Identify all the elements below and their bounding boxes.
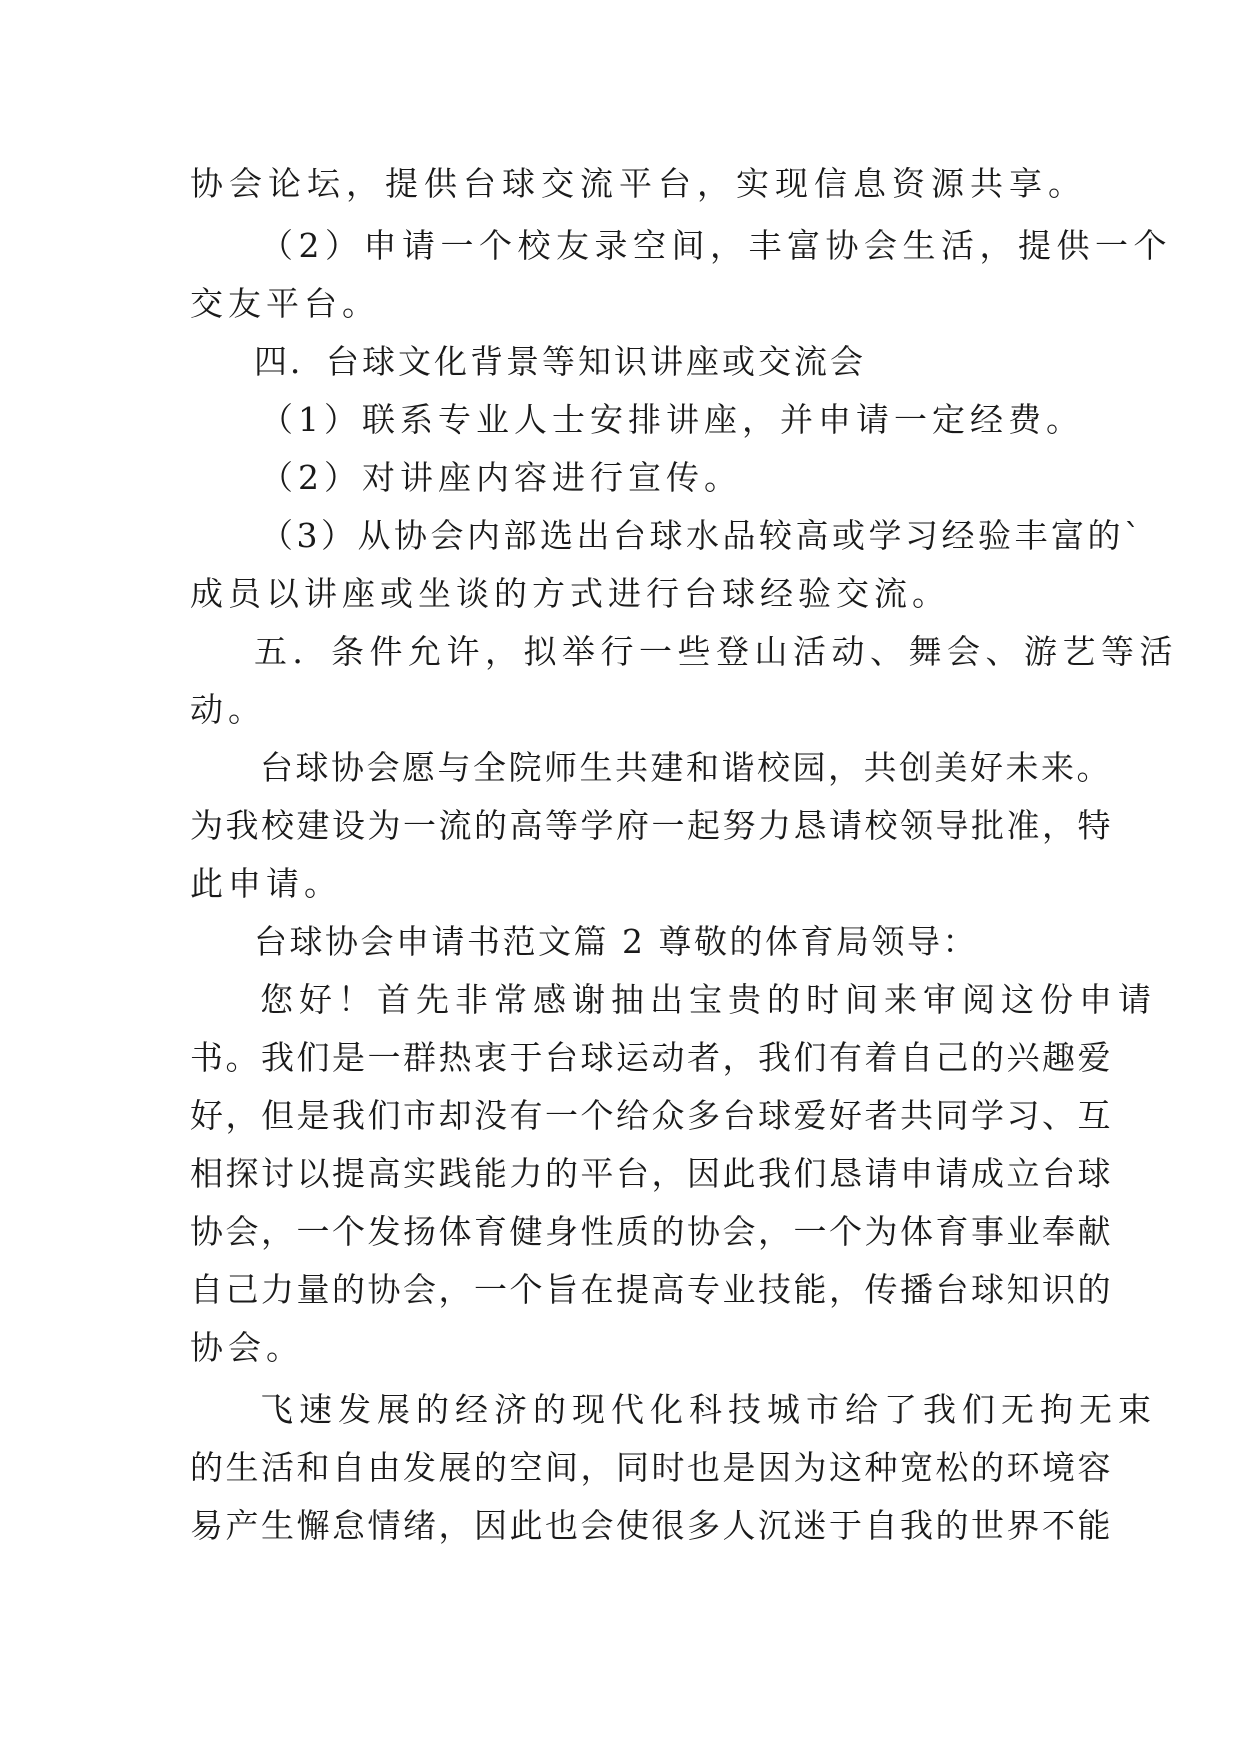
text-line: 好，但是我们市却没有一个给众多台球爱好者共同学习、互 — [190, 1096, 1113, 1135]
text-line: 协会，一个发扬体育健身性质的协会，一个为体育事业奉献 — [190, 1212, 1113, 1251]
text-line: （3）从协会内部选出台球水品较高或学习经验丰富的` — [260, 516, 1144, 555]
text-line: 的生活和自由发展的空间，同时也是因为这种宽松的环境容 — [190, 1448, 1113, 1487]
text-line: 书。我们是一群热衷于台球运动者，我们有着自己的兴趣爱 — [190, 1038, 1113, 1077]
text-line: （1）联系专业人士安排讲座，并申请一定经费。 — [260, 400, 1084, 439]
text-line: （2）对讲座内容进行宣传。 — [260, 458, 742, 497]
text-line: 五．条件允许，拟举行一些登山活动、舞会、游艺等活 — [254, 632, 1178, 671]
text-line: 台球协会愿与全院师生共建和谐校园，共创美好未来。 — [260, 748, 1112, 787]
text-line: 相探讨以提高实践能力的平台，因此我们恳请申请成立台球 — [190, 1154, 1113, 1193]
text-line: 此申请。 — [190, 864, 342, 903]
text-line: 台球协会申请书范文篇 2 尊敬的体育局领导： — [254, 922, 978, 961]
text-line: 为我校建设为一流的高等学府一起努力恳请校领导批准，特 — [190, 806, 1113, 845]
text-line: 易产生懈怠情绪，因此也会使很多人沉迷于自我的世界不能 — [190, 1506, 1113, 1545]
text-line: 动。 — [190, 690, 266, 729]
text-line: 交友平台。 — [190, 284, 380, 323]
text-line: （2）申请一个校友录空间，丰富协会生活，提供一个 — [260, 226, 1172, 265]
text-line: 飞速发展的经济的现代化科技城市给了我们无拘无束 — [260, 1390, 1157, 1429]
text-line: 您好！首先非常感谢抽出宝贵的时间来审阅这份申请 — [260, 980, 1157, 1019]
text-line: 协会论坛，提供台球交流平台，实现信息资源共享。 — [190, 164, 1087, 203]
text-line: 协会。 — [190, 1328, 304, 1367]
text-line: 自己力量的协会，一个旨在提高专业技能，传播台球知识的 — [190, 1270, 1113, 1309]
text-line: 成员以讲座或坐谈的方式进行台球经验交流。 — [190, 574, 950, 613]
text-line: 四．台球文化背景等知识讲座或交流会 — [254, 342, 866, 381]
